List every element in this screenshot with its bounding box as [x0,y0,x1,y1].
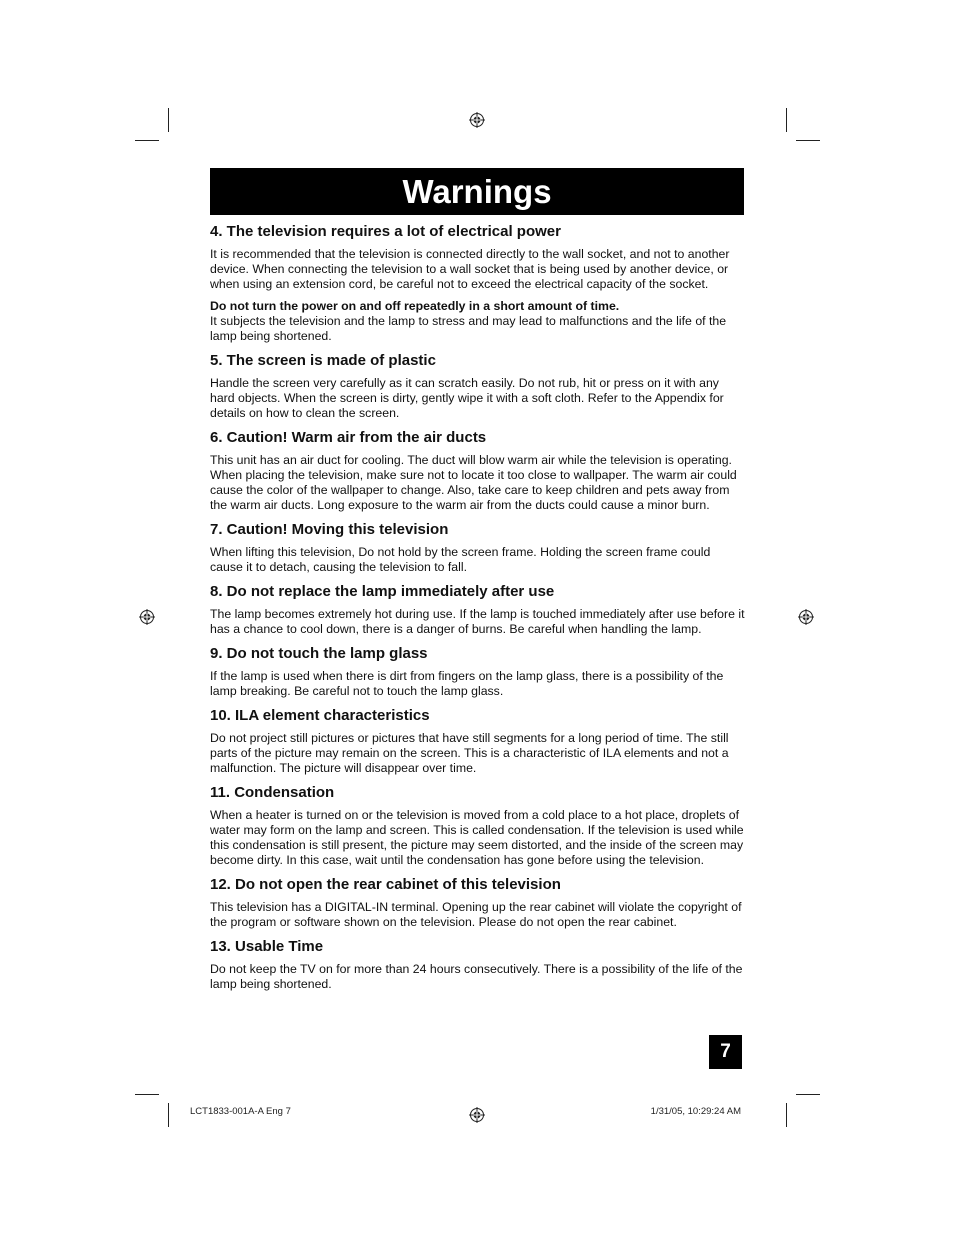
registration-mark-icon [469,1107,485,1123]
crop-mark [786,1103,787,1127]
section-body: When a heater is turned on or the television is moved from a cold place to a hot place, droplets of water may form on the lamp and screen. This is called condensation. If the television is used while this condensation is still present, the picture may seem distorted, and the inside of the screen may become dirty. In this case, wait until the condensation has gone before using the television. [210,808,744,867]
section-heading: 6. Caution! Warm air from the air ducts [210,429,487,446]
crop-mark [796,1094,820,1095]
section-body: When lifting this television, Do not hold by the screen frame. Holding the screen frame could cause it to detach, causing the television to fall. [210,545,711,574]
section-heading: 8. Do not replace the lamp immediately after use [210,583,555,600]
crop-mark [135,140,159,141]
section-ila [210,705,746,776]
footer-job-code: LCT1833-001A-A Eng 7 [190,1106,291,1117]
section-heading: 12. Do not open the rear cabinet of this television [210,876,561,893]
section-body: If the lamp is used when there is dirt from fingers on the lamp glass, there is a possibility of the lamp breaking. Be careful not to touch the lamp glass. [210,669,724,698]
section-heading: 13. Usable Time [210,938,324,955]
section-heading: 5. The screen is made of plastic [210,352,436,369]
section-rear-cabinet [210,874,746,930]
section-heading: 11. Condensation [210,784,335,801]
section-body: Handle the screen very carefully as it can scratch easily. Do not rub, hit or press on it with any hard objects. When the screen is dirty, gently wipe it with a soft cloth. Refer to the Appendix for details on how to clean the screen. [210,376,724,420]
section-note-bold: Do not turn the power on and off repeatedly in a short amount of time. [210,299,620,313]
registration-mark-icon [798,609,814,625]
crop-mark [135,1094,159,1095]
section-heading: 4. The television requires a lot of electrical power [210,223,561,240]
section-plastic-screen [210,350,746,421]
page-title: Warnings [210,168,744,215]
crop-mark [168,108,169,132]
warnings-content [210,221,746,998]
section-lamp-replace [210,581,746,637]
section-heading: 9. Do not touch the lamp glass [210,645,428,662]
section-body: This television has a DIGITAL-IN terminal. Opening up the rear cabinet will violate the copyright of the program or software shown on the television. Please do not open the rear cabinet. [210,900,742,929]
section-body: Do not keep the TV on for more than 24 hours consecutively. There is a possibility of the life of the lamp being shortened. [210,962,743,991]
crop-mark [168,1103,169,1127]
section-usable-time [210,936,746,992]
page-number: 7 [709,1035,742,1069]
section-body: This unit has an air duct for cooling. The duct will blow warm air while the television is operating. When placing the television, make sure not to locate it too close to wallpaper. The warm air could cause the color of the wallpaper to change. Also, take care to keep children and pets away from the warm air ducts. Long exposure to the warm air from the ducts could cause a minor burn. [210,453,737,512]
registration-mark-icon [139,609,155,625]
section-note-body: It subjects the television and the lamp to stress and may lead to malfunctions and the life of the lamp being shortened. [210,314,727,343]
section-moving-tv [210,519,746,575]
crop-mark [796,140,820,141]
section-heading: 10. ILA element characteristics [210,707,430,724]
section-heading: 7. Caution! Moving this television [210,521,449,538]
section-electrical-power [210,221,746,344]
section-body: The lamp becomes extremely hot during use. If the lamp is touched immediately after use before it has a chance to cool down, there is a danger of burns. Be careful when handling the lamp. [210,607,745,636]
section-condensation [210,782,746,868]
section-lamp-glass [210,643,746,699]
section-body: Do not project still pictures or pictures that have still segments for a long period of time. The still parts of the picture may remain on the screen. This is a characteristic of ILA elements and not a malfunction. The picture will disappear over time. [210,731,729,775]
registration-mark-icon [469,112,485,128]
section-warm-air [210,427,746,513]
footer-timestamp: 1/31/05, 10:29:24 AM [650,1106,741,1117]
crop-mark [786,108,787,132]
section-body: It is recommended that the television is connected directly to the wall socket, and not to another device. When connecting the television to a wall socket that is being used by another device, or when using an extension cord, be careful not to exceed the electrical capacity of the socket. [210,247,730,291]
